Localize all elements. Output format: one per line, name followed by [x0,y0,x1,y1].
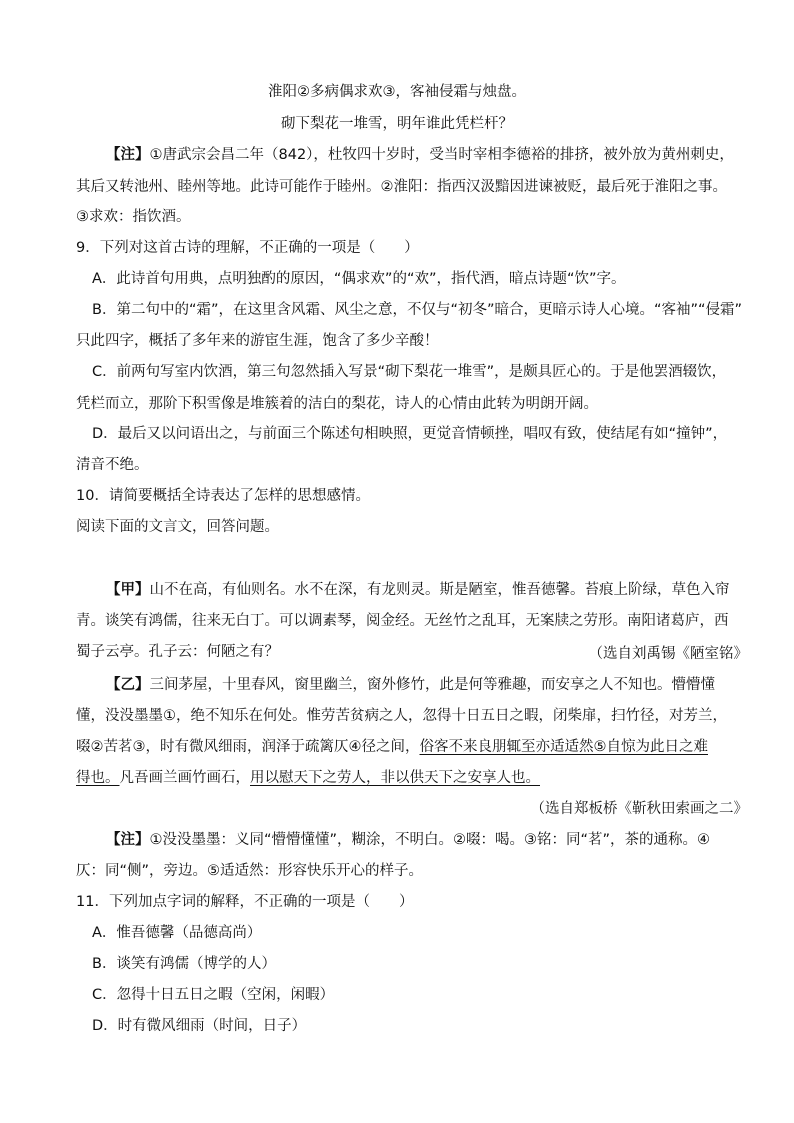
question-9-option-d-line-1: D．最后又以问语出之，与前面三个陈述句相映照，更觉音情顿挫，唱叹有致，使结尾有如“撞钟”， [92,426,728,442]
question-9-option-a: A．此诗首句用典，点明独酌的原因，“偶求欢”的“欢”，指代酒，暗点诗题“饮”字。 [92,271,626,287]
passage-yi-underlined-sentence: 俗客不来良朋辄至亦适适然⑤自惊为此日之难 [419,739,708,755]
question-9-option-c-line-2: 凭栏而立，那阶下积雪像是堆簇着的洁白的梨花，诗人的心情由此转为明朗开阔。 [76,396,598,412]
question-9-option-b-line-2: 只此四字，概括了多年来的游宦生涯，饱含了多少辛酸！ [76,333,439,349]
question-9-stem: 9．下列对这首古诗的理解，不正确的一项是（ ） [76,240,419,256]
reading-instruction: 阅读下面的文言文，回答问题。 [76,519,279,535]
question-11-option-c: C．忽得十日五日之暇（空闲，闲暇） [92,987,335,1003]
passage-yi-underlined-end: 得也。 [76,770,120,786]
passage-yi-text-plain: 凡吾画兰画竹画石， [119,770,250,786]
question-10-stem: 10．请简要概括全诗表达了怎样的思想感情。 [76,488,370,504]
poem-note-line-1 [106,145,734,165]
passage-yi-source: （选自郑板桥《靳秋田索画之二》 [530,801,748,817]
question-11-option-a: A．惟吾德馨（品德高尚） [92,925,262,941]
passage-jia-line-2: 青。谈笑有鸿儒，往来无白丁。可以调素琴，阅金经。无丝竹之乱耳，无案牍之劳形。南阳诸葛庐，西 [76,613,729,629]
passage-jia-source: （选自刘禹锡《陋室铭》 [588,646,748,662]
question-11-option-b: B．谈笑有鸿儒（博学的人） [92,956,276,972]
passage-jia-text: 山不在高，有仙则名。水不在深，有龙则灵。斯是陋室，惟吾德馨。苔痕上阶绿，草色入帘 [149,582,730,598]
poem-line-1: 淮阳②多病偶求欢③，客袖侵霜与烛盘。 [268,84,526,100]
passage-jia-label: 【甲】 [106,582,150,598]
passage-yi-line-4 [76,768,540,788]
passage-yi-line-2: 懂，没没墨墨①，绝不知乐在何处。惟劳苦贫病之人，忽得十日五日之暇，闭柴扉，扫竹径，对芳兰， [76,708,727,724]
note-text: ①唐武宗会昌二年（842），杜牧四十岁时，受当时宰相李德裕的排挤，被外放为黄州刺史， [149,147,734,163]
question-9-option-d-line-2: 清音不绝。 [76,457,149,473]
poem-note-line-3: ③求欢：指饮酒。 [76,209,191,225]
passage-yi-text: 三间茅屋，十里春风，窗里幽兰，窗外修竹，此是何等雅趣，而安享之人不知也。懵懵懂 [149,677,715,693]
yi-note-label: 【注】 [106,832,150,848]
passage-yi-underlined-sentence-2: 用以慰天下之劳人，非以供天下之安享人也。 [250,770,540,786]
note-label: 【注】 [106,147,150,163]
yi-note-text: ①没没墨墨：义同“懵懵懂懂”，糊涂，不明白。②啜：喝。③铭：同“茗”，茶的通称。④ [149,832,711,848]
passage-yi-line-1 [106,675,715,695]
yi-note-line-1 [106,830,710,850]
passage-jia-line-3: 蜀子云亭。孔子云：何陋之有？ [76,644,279,660]
question-9-option-c-line-1: C．前两句写室内饮酒，第三句忽然插入写景“砌下梨花一堆雪”，是颇具匠心的。于是他罢酒辍饮， [92,364,727,380]
passage-jia-line-1 [106,580,730,600]
question-11-option-d: D．时有微风细雨（时间，日子） [92,1018,307,1034]
question-11-stem: 11．下列加点字词的解释，不正确的一项是（ ） [76,894,414,910]
poem-note-line-2: 其后又转池州、睦州等地。此诗可能作于睦州。②淮阳：指西汉汲黯因进谏被贬，最后死于淮阳之事。 [76,179,727,195]
yi-note-line-2: 仄：同“侧”，旁边。⑤适适然：形容快乐开心的样子。 [76,863,424,879]
question-9-option-b-line-1: B．第二句中的“霜”，在这里含风霜、风尘之意，不仅与“初冬”暗合，更暗示诗人心境。“客袖”“侵霜” [92,302,743,318]
passage-yi-text-plain: 啜②苦茗③，时有微风细雨，润泽于疏篱仄④径之间， [76,739,420,755]
passage-yi-line-3 [76,737,708,757]
poem-line-2: 砌下梨花一堆雪，明年谁此凭栏杆？ [281,116,513,132]
passage-yi-label: 【乙】 [106,677,150,693]
